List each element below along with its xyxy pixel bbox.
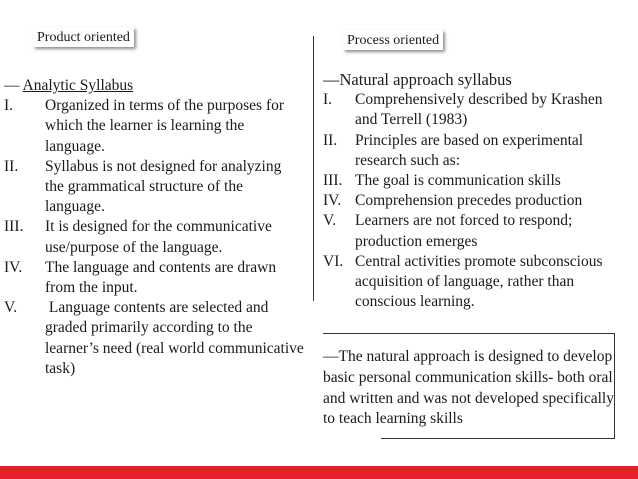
list-text: The language and contents are drawn from the input. [45, 258, 277, 297]
left-title-dash: — [4, 77, 23, 94]
list-number: IV. [4, 258, 23, 276]
list-text: Organized in terms of the purposes for which the learner is learning the language. [45, 97, 285, 155]
list-number: I. [4, 97, 14, 115]
list-item [323, 211, 628, 251]
list-number: II. [323, 131, 338, 149]
list-number: III. [4, 218, 24, 236]
list-item [4, 217, 304, 257]
list-number: I. [323, 91, 333, 109]
list-text: Comprehension precedes production [355, 192, 583, 210]
list-text: Comprehensively described by Krashen and Terrell (1983) [355, 91, 603, 129]
process-oriented-header: Process oriented [343, 30, 443, 50]
list-item [4, 258, 304, 298]
list-text: Principles are based on experimental research such as: [355, 131, 584, 169]
left-column [4, 76, 308, 379]
list-text: Central activities promote subconscious acquisition of language, rather than conscious learning. [355, 252, 603, 311]
list-number: III. [323, 172, 343, 190]
list-item [4, 96, 304, 157]
list-text: It is designed for the communicative use/purpose of the language. [45, 218, 272, 256]
list-item [323, 191, 628, 211]
list-number: IV. [323, 192, 342, 210]
list-text: Language contents are selected and graded primarily according to the learner’s need (real world communicative task) [45, 299, 308, 377]
product-oriented-header: Product oriented [33, 27, 134, 47]
natural-approach-note: —The natural approach is designed to develop basic personal communication skills- both oral and written and was not developed specifically to teach learning skills [323, 348, 614, 428]
left-title: Analytic Syllabus [22, 77, 134, 94]
note-box-bottom-line [381, 438, 615, 439]
list-item [4, 157, 304, 218]
list-number: V. [4, 299, 18, 317]
bottom-accent-bar [0, 466, 638, 479]
right-column [323, 70, 628, 312]
list-item [323, 90, 628, 130]
left-title-row [4, 76, 304, 96]
column-divider [313, 36, 314, 301]
list-text: Learners are not forced to respond; production emerges [355, 212, 573, 250]
list-number: II. [4, 157, 19, 175]
list-number: VI. [323, 252, 344, 270]
list-text: Syllabus is not designed for analyzing the grammatical structure of the language. [45, 157, 282, 216]
right-title: —Natural approach syllabus [323, 70, 512, 89]
list-number: V. [323, 212, 337, 230]
list-item [323, 131, 628, 171]
list-text: The goal is communication skills [355, 172, 561, 190]
list-item [323, 171, 628, 191]
list-item [4, 298, 308, 379]
list-item [323, 252, 628, 313]
note-box-top-line [323, 333, 615, 334]
